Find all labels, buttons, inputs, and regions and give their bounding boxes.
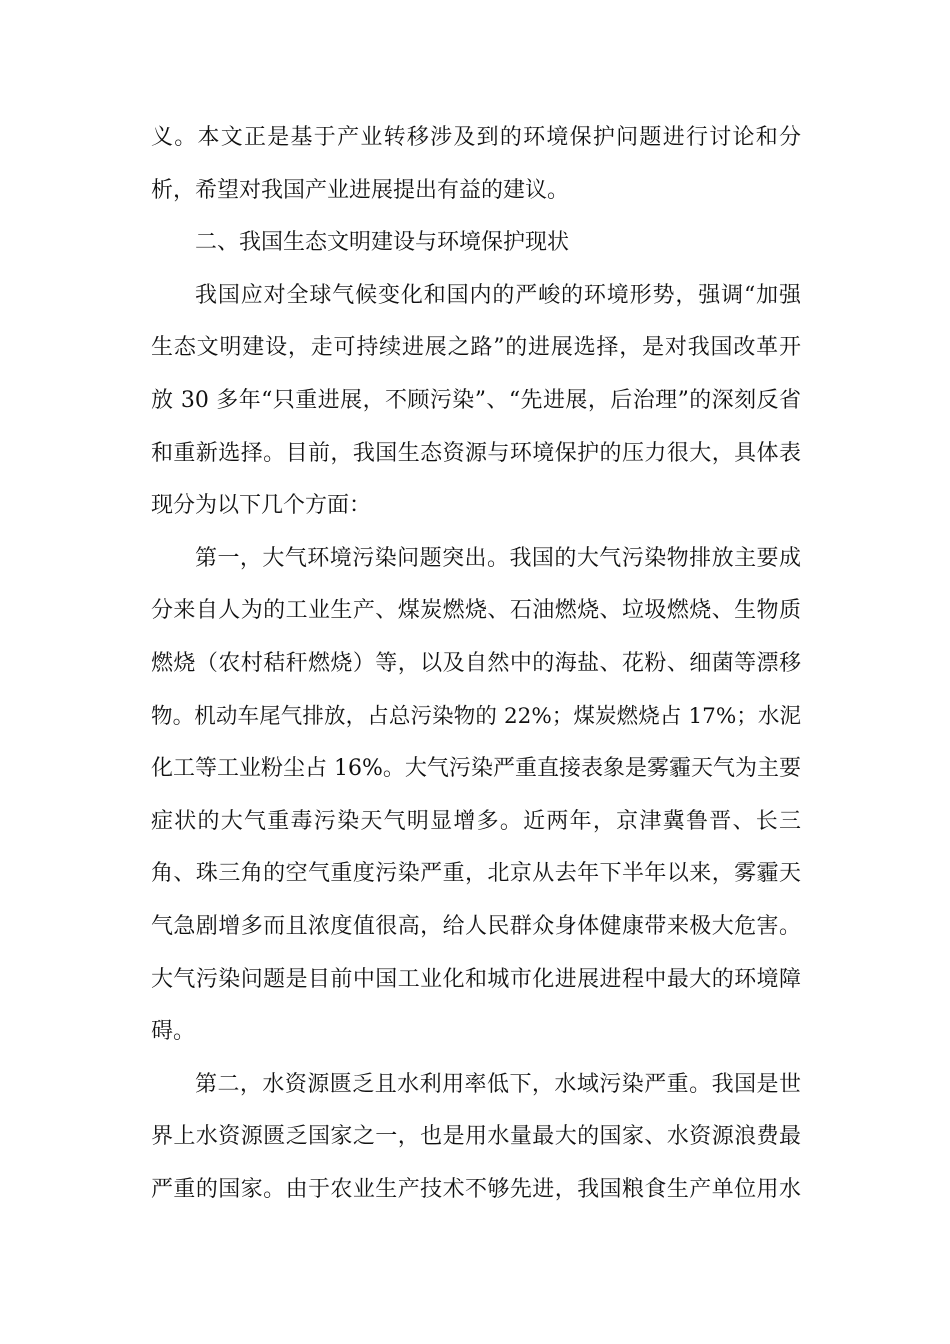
- text-line: 燃烧（农村秸秆燃烧）等，以及自然中的海盐、花粉、细菌等漂移: [151, 650, 801, 676]
- text-line: 析，希望对我国产业进展提出有益的建议。: [151, 177, 570, 203]
- text-line: 和重新选择。目前，我国生态资源与环境保护的压力很大，具体表: [151, 440, 801, 466]
- section-heading-text: 二、我国生态文明建设与环境保护现状: [195, 230, 570, 256]
- text-line: 碍。: [151, 1019, 196, 1045]
- paragraph-air-pollution: [151, 533, 801, 1059]
- paragraph-intro-ending: [151, 112, 801, 217]
- text-line: 我国应对全球气候变化和国内的严峻的环境形势，强调“加强: [195, 282, 801, 308]
- body-text: [151, 112, 801, 1216]
- text-line: 第二，水资源匮乏且水利用率低下，水域污染严重。我国是世: [195, 1071, 801, 1097]
- section-heading-2: [151, 217, 801, 270]
- paragraph-overview: [151, 270, 801, 533]
- text-line: 现分为以下几个方面：: [151, 493, 372, 519]
- text-line: 物。机动车尾气排放，占总污染物的 22%；煤炭燃烧占 17%；水泥: [151, 703, 801, 729]
- text-line: 大气污染问题是目前中国工业化和城市化进展进程中最大的环境障: [151, 966, 801, 992]
- text-line: 气急剧增多而且浓度值很高，给人民群众身体健康带来极大危害。: [151, 913, 801, 939]
- text-line: 义。本文正是基于产业转移涉及到的环境保护问题进行讨论和分: [151, 125, 801, 150]
- text-line: 严重的国家。由于农业生产技术不够先进，我国粮食生产单位用水: [151, 1176, 801, 1202]
- text-line: 分来自人为的工业生产、煤炭燃烧、石油燃烧、垃圾燃烧、生物质: [151, 598, 801, 624]
- text-line: 界上水资源匮乏国家之一，也是用水量最大的国家、水资源浪费最: [151, 1124, 801, 1150]
- text-line: 角、珠三角的空气重度污染严重，北京从去年下半年以来，雾霾天: [151, 861, 801, 887]
- text-line: 第一，大气环境污染问题突出。我国的大气污染物排放主要成: [195, 545, 801, 571]
- text-line: 生态文明建设，走可持续进展之路”的进展选择，是对我国改革开: [151, 335, 801, 361]
- paragraph-water-resources: [151, 1059, 801, 1217]
- text-line: 放 30 多年“只重进展，不顾污染”、“先进展，后治理”的深刻反省: [151, 387, 801, 413]
- text-line: 化工等工业粉尘占 16%。大气污染严重直接表象是雾霾天气为主要: [151, 756, 801, 782]
- text-line: 症状的大气重毒污染天气明显增多。近两年，京津冀鲁晋、长三: [151, 808, 801, 834]
